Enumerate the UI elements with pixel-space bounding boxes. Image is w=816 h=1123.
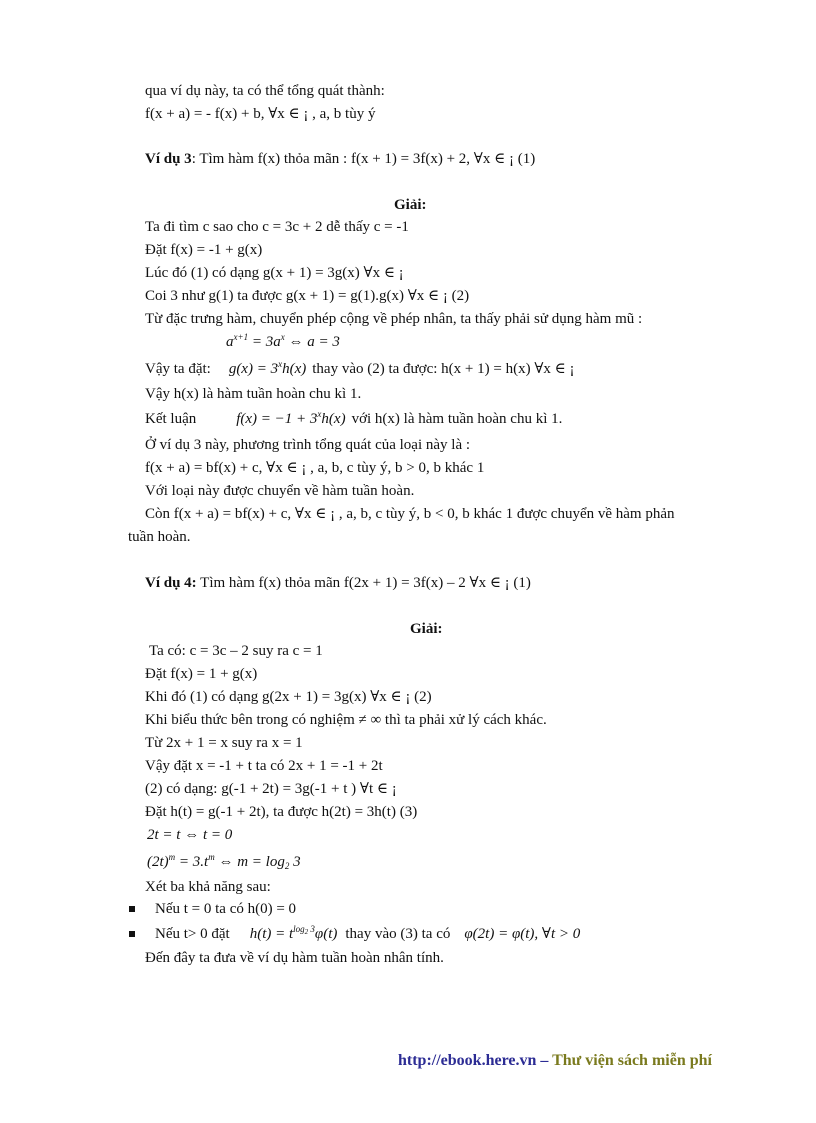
text-line: qua ví dụ này, ta có thể tổng quát thành: bbox=[145, 83, 385, 99]
text-line: Khi đó (1) có dạng g(2x + 1) = 3g(x) ∀x ∈ ¡ (2) bbox=[145, 689, 432, 705]
text-line: Vậy h(x) là hàm tuần hoàn chu kì 1. bbox=[145, 386, 362, 402]
text-line: f(x + a) = - f(x) + b, ∀x ∈ ¡ , a, b tùy ý bbox=[145, 106, 376, 122]
text-line: Đặt f(x) = -1 + g(x) bbox=[145, 242, 263, 258]
text-line: Vậy ta đặt: $g(x) = 3^xh(x)$ thay vào (2) ta được: h(x + 1) = h(x) ∀x ∈ ¡ bbox=[145, 359, 575, 377]
example-statement: : Tìm hàm f(x) thỏa mãn : f(x + 1) = 3f(x) + 2, ∀x ∈ ¡ (1) bbox=[191, 151, 536, 167]
text-line: Còn f(x + a) = bf(x) + c, ∀x ∈ ¡ , a, b, c tùy ý, b < 0, b khác 1 được chuyển về hàm phản bbox=[145, 506, 675, 522]
text-line: (2) có dạng: g(-1 + 2t) = 3g(-1 + t ) ∀t ∈ ¡ bbox=[145, 781, 397, 797]
text-line: Từ đặc trưng hàm, chuyển phép cộng về phép nhân, ta thấy phải sử dụng hàm mũ : bbox=[145, 311, 643, 327]
formula-phi: φ(2t) = φ(t), ∀t > 0 bbox=[464, 926, 581, 942]
footer-library-name: Thư viện sách miễn phí bbox=[552, 1052, 712, 1069]
text-line: Đặt f(x) = 1 + g(x) bbox=[145, 666, 258, 682]
example-3-heading bbox=[145, 150, 535, 168]
formula-log: $(2t)^m = 3.t^m$ ⇔ $m = \log_2 3$ bbox=[147, 852, 301, 871]
formula-exponential: $a^{x+1} = 3a^x$ ⇔ a = 3 bbox=[226, 332, 340, 350]
footer-link[interactable]: http://ebook.here.vn bbox=[398, 1052, 537, 1069]
example-label: Ví dụ 4: bbox=[145, 575, 197, 591]
text-line: Ta đi tìm c sao cho c = 3c + 2 dễ thấy c = -1 bbox=[145, 219, 409, 235]
list-item: Nếu t> 0 đặt $h(t) = t^{log_2 3}\varphi(t)$ thay vào (3) ta có φ(2t) = φ(t), ∀t > 0 bbox=[155, 924, 581, 942]
bullet-icon bbox=[129, 906, 135, 912]
text-line: Khi biểu thức bên trong có nghiệm ≠ ∞ thì ta phải xử lý cách khác. bbox=[145, 712, 547, 728]
text-line: Với loại này được chuyển về hàm tuần hoàn. bbox=[145, 483, 415, 499]
text-line: Vậy đặt x = -1 + t ta có 2x + 1 = -1 + 2t bbox=[145, 758, 383, 774]
text-line: Xét ba khả năng sau: bbox=[145, 879, 271, 895]
footer-separator: – bbox=[536, 1052, 553, 1069]
text-line: Ở ví dụ 3 này, phương trình tổng quát của loại này là : bbox=[145, 437, 471, 453]
formula-conclusion: $f(x) = -1 + 3^xh(x)$ bbox=[236, 409, 346, 427]
formula-g: $g(x) = 3^xh(x)$ bbox=[228, 359, 307, 377]
list-item: Nếu t = 0 ta có h(0) = 0 bbox=[155, 901, 297, 917]
example-4-heading bbox=[145, 574, 531, 592]
bullet-icon bbox=[129, 931, 135, 937]
formula-fixed-point: 2t = t ⇔ t = 0 bbox=[147, 827, 233, 843]
text-line: Từ 2x + 1 = x suy ra x = 1 bbox=[145, 735, 303, 751]
solution-heading: Giải: bbox=[410, 621, 443, 637]
example-label: Ví dụ 3 bbox=[145, 151, 192, 167]
text-line: tuần hoàn. bbox=[128, 529, 191, 545]
text-line: Coi 3 như g(1) ta được g(x + 1) = g(1).g(x) ∀x ∈ ¡ (2) bbox=[145, 288, 470, 304]
text-line: Đặt h(t) = g(-1 + 2t), ta được h(2t) = 3h(t) (3) bbox=[145, 804, 418, 820]
footer bbox=[398, 1052, 712, 1070]
formula-h: $h(t) = t^{log_2 3}\varphi(t)$ bbox=[249, 924, 338, 942]
solution-heading: Giải: bbox=[394, 197, 427, 213]
text-line: Đến đây ta đưa về ví dụ hàm tuần hoàn nhân tính. bbox=[145, 950, 444, 966]
example-statement: Tìm hàm f(x) thỏa mãn f(2x + 1) = 3f(x) – 2 ∀x ∈ ¡ (1) bbox=[196, 575, 531, 591]
text-line: Ta có: c = 3c – 2 suy ra c = 1 bbox=[149, 643, 323, 659]
text-line: Lúc đó (1) có dạng g(x + 1) = 3g(x) ∀x ∈ ¡ bbox=[145, 265, 404, 281]
text-line: f(x + a) = bf(x) + c, ∀x ∈ ¡ , a, b, c tùy ý, b > 0, b khác 1 bbox=[145, 460, 485, 476]
text-line: Kết luận $f(x) = -1 + 3^xh(x)$ với h(x) là hàm tuần hoàn chu kì 1. bbox=[145, 409, 563, 427]
